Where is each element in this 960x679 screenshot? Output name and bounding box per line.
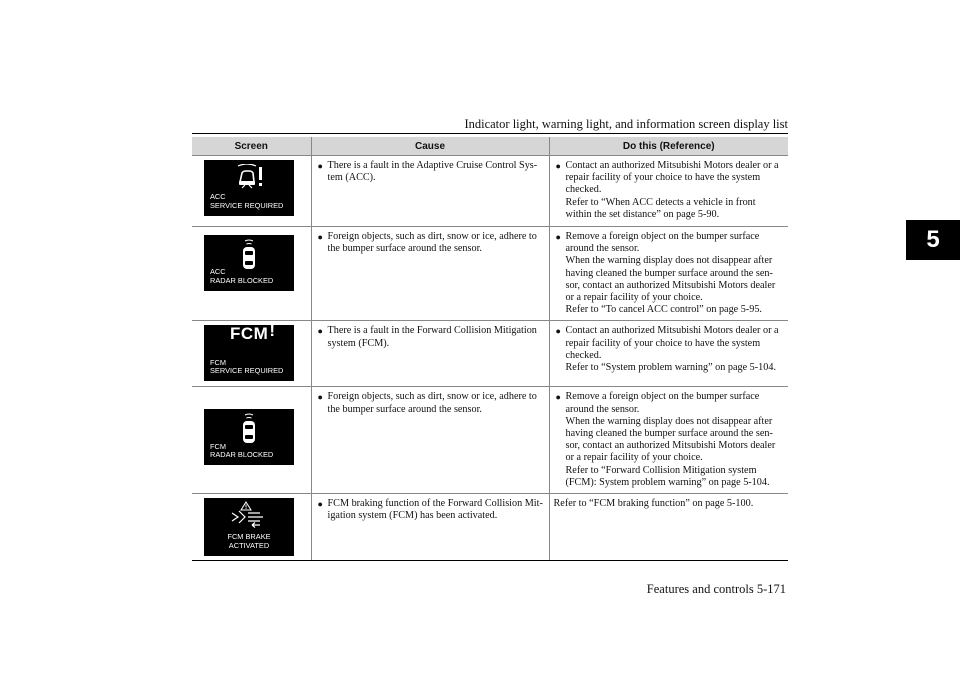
- column-header-screen: Screen: [192, 137, 311, 156]
- cause-text: Foreign objects, such as dirt, snow or ice, adhere to the bumper surface around the sensor.: [327, 391, 537, 415]
- action-text: Refer to “FCM braking function” on page 5-100.: [553, 498, 754, 510]
- table-row: [192, 321, 788, 387]
- action-cell: [549, 321, 788, 387]
- page-header-title: Indicator light, warning light, and information screen display list: [464, 117, 788, 131]
- bullet-icon: ●: [555, 161, 561, 171]
- bullet-icon: ●: [555, 232, 561, 242]
- cause-cell: [311, 321, 549, 387]
- bullet-icon: ●: [555, 392, 561, 403]
- screen-cell: [192, 494, 311, 561]
- screen-cell: [192, 156, 311, 227]
- action-cell: [549, 494, 788, 561]
- display-screen: [204, 409, 294, 465]
- action-cell: [549, 156, 788, 227]
- header-rule: [192, 133, 788, 134]
- bullet-icon: ●: [317, 499, 323, 510]
- radar-car-exclamation-icon: [234, 164, 264, 190]
- display-screen: [204, 321, 294, 381]
- column-header-cause: Cause: [311, 137, 549, 156]
- screen-cell: [192, 387, 311, 494]
- action-cell: [549, 227, 788, 321]
- screen-label: FCM RADAR BLOCKED: [210, 441, 274, 460]
- table-row: [192, 156, 788, 227]
- bullet-icon: ●: [317, 161, 323, 171]
- cause-text: FCM braking function of the Forward Collision Mit-igation system (FCM) has been activated.: [327, 498, 543, 522]
- bullet-icon: ●: [317, 232, 323, 242]
- screen-label: FCM BRAKE ACTIVATED: [227, 532, 271, 550]
- cause-text: Foreign objects, such as dirt, snow or ice, adhere to the bumper surface around the sensor.: [327, 231, 537, 255]
- action-text: Contact an authorized Mitsubishi Motors dealer or a repair facility of your choice to have the system checked. Refer to “When ACC detects a vehicle in front within the set distance” on page 5-90.: [565, 160, 779, 220]
- table-row: [192, 387, 788, 494]
- cause-cell: [311, 156, 549, 227]
- fcm-exclamation-icon: FCM!: [230, 321, 276, 344]
- cause-cell: [311, 387, 549, 494]
- table-row: [192, 227, 788, 321]
- table-header-row: [192, 137, 788, 156]
- screen-cell: [192, 227, 311, 321]
- car-radar-waves-icon: [239, 412, 259, 446]
- display-screen: [204, 235, 294, 291]
- action-text: Remove a foreign object on the bumper surface around the sensor. When the warning display does not disappear after having cleaned the bumper surface around the sen-sor, contact an authorized Mitsubishi Motors dealer or a repair facility of your choice. Refer to “Forward Collision Mitigation system (FCM): System problem warning” on page 5-104.: [565, 391, 776, 488]
- cause-text: There is a fault in the Forward Collision Mitigation system (FCM).: [327, 325, 537, 349]
- bullet-icon: ●: [317, 392, 323, 403]
- indicator-table: [192, 137, 788, 561]
- column-header-action: Do this (Reference): [549, 137, 788, 156]
- table-row: [192, 494, 788, 561]
- collision-brake-warning-icon: [230, 501, 266, 529]
- car-radar-waves-icon: [239, 238, 259, 272]
- cause-cell: [311, 227, 549, 321]
- action-cell: [549, 387, 788, 494]
- chapter-tab: 5: [906, 220, 960, 260]
- action-text: Contact an authorized Mitsubishi Motors dealer or a repair facility of your choice to have the system checked. Refer to “System problem warning” on page 5-104.: [565, 325, 779, 374]
- screen-label: FCM SERVICE REQUIRED: [210, 357, 284, 376]
- display-screen: [204, 498, 294, 556]
- cause-text: There is a fault in the Adaptive Cruise Control Sys-tem (ACC).: [327, 160, 538, 184]
- bullet-icon: ●: [317, 326, 323, 337]
- cause-cell: [311, 494, 549, 561]
- screen-label: ACC SERVICE REQUIRED: [210, 192, 284, 210]
- action-text: Remove a foreign object on the bumper surface around the sensor. When the warning display does not disappear after having cleaned the bumper surface around the sen-sor, contact an authorized Mitsubishi Motors dealer or a repair facility of your choice. Refer to “To cancel ACC control” on page 5-95.: [565, 231, 776, 316]
- display-screen: [204, 160, 294, 216]
- page-footer: Features and controls 5-171: [646, 582, 786, 596]
- screen-label: ACC RADAR BLOCKED: [210, 267, 274, 285]
- bullet-icon: ●: [555, 326, 561, 337]
- screen-cell: [192, 321, 311, 387]
